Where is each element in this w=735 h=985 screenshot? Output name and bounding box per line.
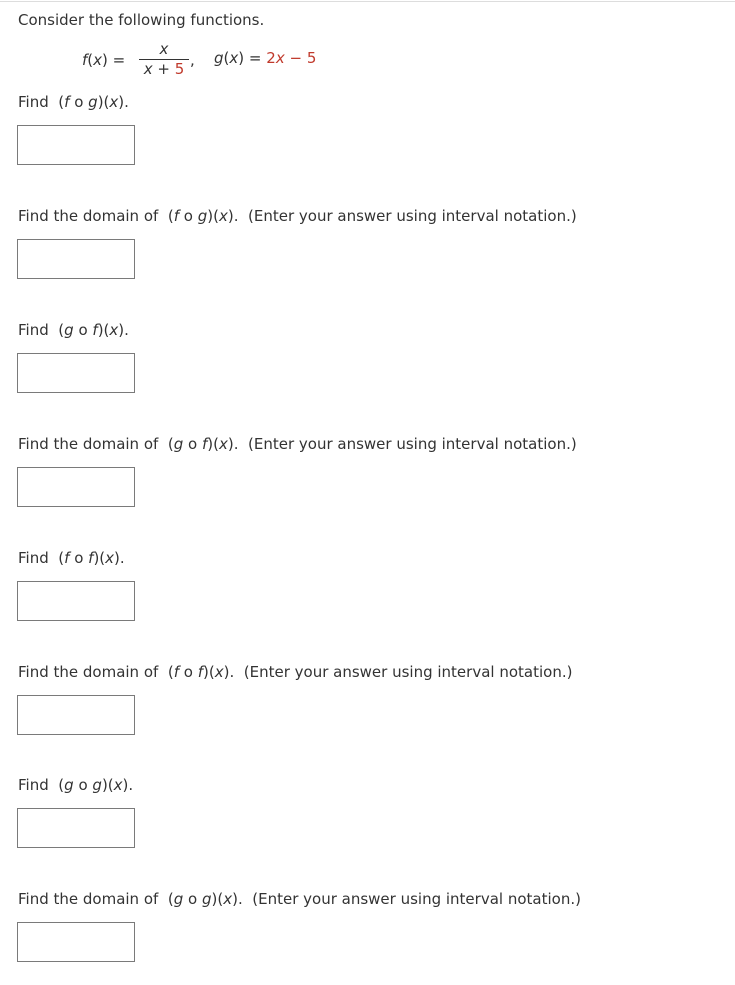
question-8-prompt: Find the domain of (g o g)(x). (Enter your answer using interval notation.) bbox=[18, 890, 581, 908]
answer-input-2[interactable] bbox=[17, 239, 135, 279]
g-definition: g(x) = 2x − 5 bbox=[214, 49, 317, 67]
question-3-prompt: Find (g o f)(x). bbox=[18, 321, 129, 339]
question-6-prompt: Find the domain of (f o f)(x). (Enter your answer using interval notation.) bbox=[18, 663, 573, 681]
answer-input-1[interactable] bbox=[17, 125, 135, 165]
question-4-prompt: Find the domain of (g o f)(x). (Enter your answer using interval notation.) bbox=[18, 435, 577, 453]
answer-input-6[interactable] bbox=[17, 695, 135, 735]
answer-input-5[interactable] bbox=[17, 581, 135, 621]
intro-text: Consider the following functions. bbox=[18, 11, 265, 29]
separator: , bbox=[190, 51, 195, 69]
f-label: f(x) = bbox=[82, 51, 126, 69]
question-1-prompt: Find (f o g)(x). bbox=[18, 93, 129, 111]
f-numerator: x bbox=[159, 40, 169, 58]
answer-input-4[interactable] bbox=[17, 467, 135, 507]
answer-input-3[interactable] bbox=[17, 353, 135, 393]
answer-input-8[interactable] bbox=[17, 922, 135, 962]
question-2-prompt: Find the domain of (f o g)(x). (Enter your answer using interval notation.) bbox=[18, 207, 577, 225]
answer-input-7[interactable] bbox=[17, 808, 135, 848]
top-divider bbox=[0, 1, 735, 2]
question-5-prompt: Find (f o f)(x). bbox=[18, 549, 125, 567]
question-7-prompt: Find (g o g)(x). bbox=[18, 776, 134, 794]
f-fraction bbox=[138, 40, 190, 78]
f-denominator: x + 5 bbox=[143, 60, 185, 78]
